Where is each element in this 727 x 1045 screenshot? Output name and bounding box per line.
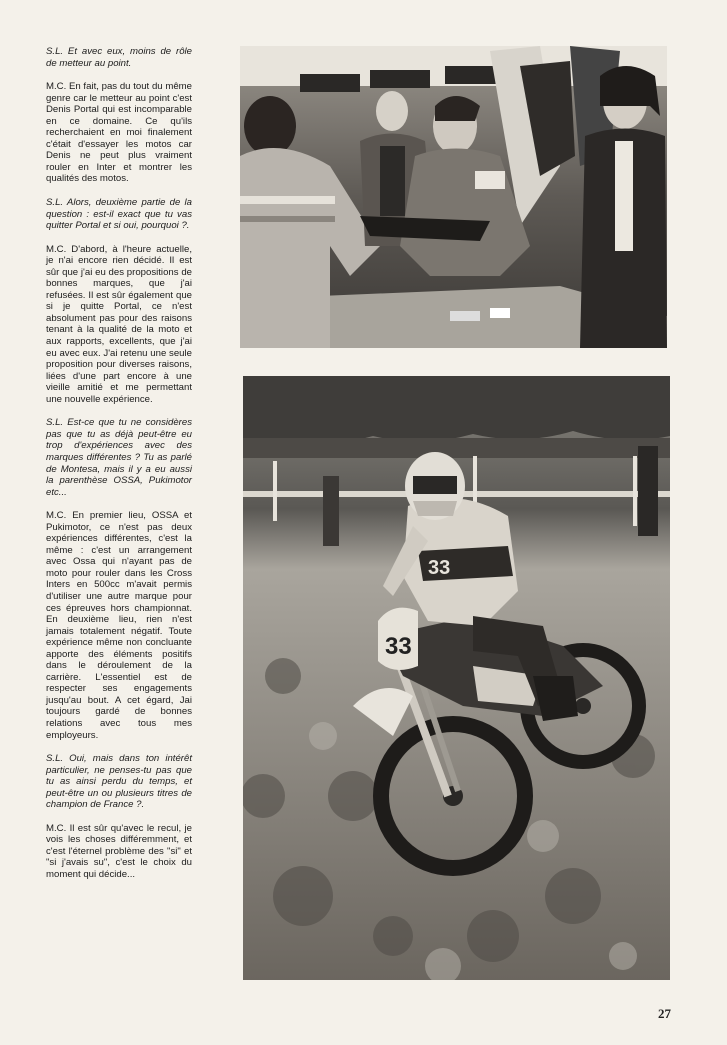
paragraph-question: S.L. Et avec eux, moins de rôle de metteur au point.: [46, 46, 192, 69]
paragraph-answer: M.C. En premier lieu, OSSA et Pukimotor, ce n'est pas deux expériences différentes, c'est la même : c'est un arrangement avec Ossa qui n'ayant pas de moto pour rouler dans les Cross Inters en 500cc m'avait permis d'utiliser une autre marque pour ces épreuves hors championnat. En deuxième lieu, rien n'est jamais totalement négatif. Toute expérience même non concluante apporte des éléments positifs dans le déroulement de la carrière. L'essentiel est de respecter ses engagements jusqu'au bout. A cet égard, Jai toujours gardé de bonnes relations avec tous mes employeurs.: [46, 510, 192, 741]
front-plate-number: 33: [385, 633, 412, 660]
paragraph-answer: M.C. D'abord, à l'heure actuelle, je n'ai encore rien décidé. Il est sûr que j'ai eu des propositions de bonnes marques, que j'ai refusées. Il est sûr également que si je quitte Portal, ce n'est absolument pas pour des raisons tenant à la qualité de la moto et aux rapports, excellents, que j'ai eu avec eux. J'ai retenu une seule proposition pour diverses raisons, liées d'une part encore à une vieille amitié et me permettant une nouvelle expérience.: [46, 243, 192, 405]
paragraph-question: S.L. Oui, mais dans ton intérêt particulier, ne penses-tu pas que tu as ainsi perdu du temps, et peut-être un ou plusieurs titres de champion de France ?.: [46, 753, 192, 811]
paragraph-question: S.L. Est-ce que tu ne considères pas que tu as déjà peut-être eu trop d'expériences avec des marques différentes ? Tu as parlé de Montesa, mais il y a eu aussi la parenthèse OSSA, Pukimotor etc...: [46, 417, 192, 498]
ceremony-photo: [240, 46, 667, 348]
interview-column: [46, 46, 192, 893]
page-number: 27: [658, 1006, 671, 1021]
paragraph-answer: M.C. Il est sûr qu'avec le recul, je vois les choses différemment, et c'est l'éternel problème des "si" et "si j'avais su", c'est le choix du moment qui décide...: [46, 822, 192, 880]
paragraph-question: S.L. Alors, deuxième partie de la question : est-il exact que tu vas quitter Portal et si oui, pourquoi ?.: [46, 197, 192, 232]
bib-number: 33: [428, 557, 451, 579]
motocross-photo: [243, 376, 670, 980]
paragraph-answer: M.C. En fait, pas du tout du même genre car le metteur au point c'est Denis Portal qui est incomparable en ce domaine. Ce qu'ils recherchaient en moi finalement c'était d'essayer les motos car Denis ne peut plus vraiment rouler en Inter et montrer les qualités des motos.: [46, 81, 192, 185]
